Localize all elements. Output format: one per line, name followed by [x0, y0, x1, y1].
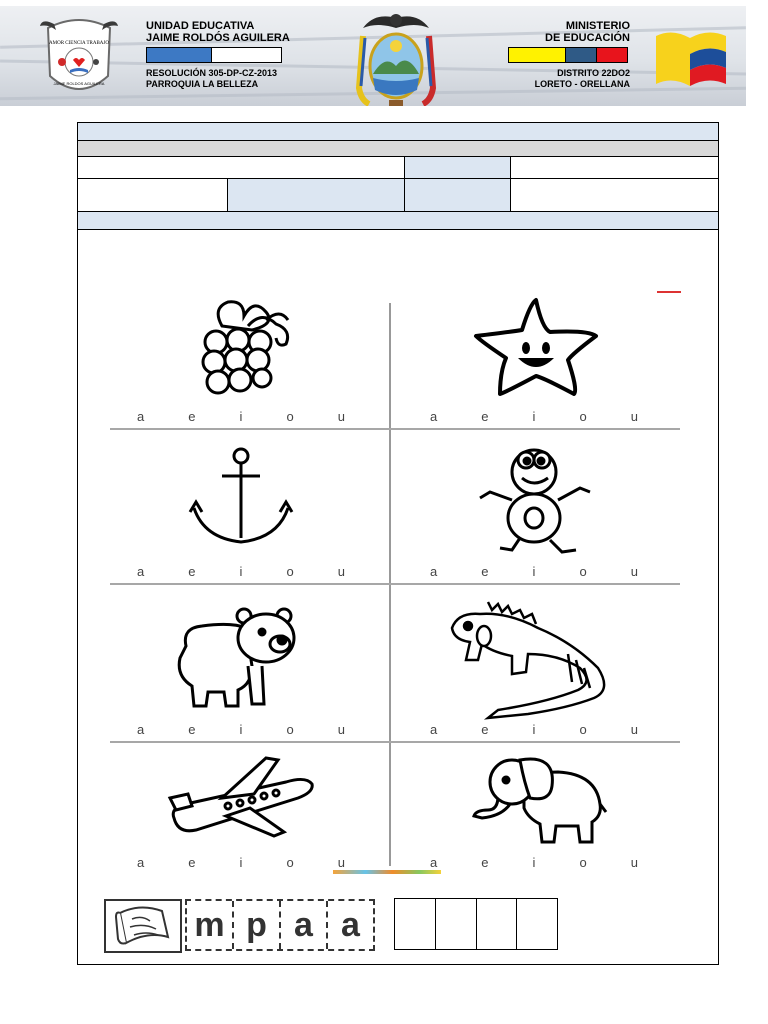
vowel-option[interactable]: a — [430, 722, 438, 737]
vowel-option[interactable]: e — [481, 564, 489, 579]
answer-box[interactable] — [436, 899, 477, 949]
letter-tile[interactable]: a — [341, 906, 360, 944]
subtitle-row — [78, 141, 718, 157]
resolution-block — [146, 68, 277, 90]
vowel-option[interactable]: i — [532, 564, 536, 579]
bear-icon — [172, 606, 298, 712]
vowel-option[interactable]: i — [239, 409, 243, 424]
answer-box[interactable] — [395, 899, 436, 949]
vowel-option[interactable]: u — [337, 409, 345, 424]
vowel-option[interactable]: a — [430, 855, 438, 870]
school-logo-icon — [38, 14, 120, 100]
ministry-color-bar — [508, 47, 628, 63]
vowel-row — [430, 409, 638, 424]
district-block — [535, 68, 630, 90]
ecuador-coat-of-arms-icon — [355, 8, 437, 106]
location-text: LORETO - ORELLANA — [534, 79, 630, 89]
answer-box[interactable] — [477, 899, 518, 949]
vowel-option[interactable]: a — [137, 564, 145, 579]
vowel-row — [137, 722, 345, 737]
vowel-option[interactable]: e — [481, 722, 489, 737]
vowel-option[interactable]: i — [532, 409, 536, 424]
vowel-option[interactable]: a — [430, 409, 438, 424]
elephant-icon — [468, 752, 608, 848]
ministry-line1: MINISTERIO — [565, 20, 630, 32]
info-row-2 — [78, 179, 718, 212]
vowel-option[interactable]: i — [532, 855, 536, 870]
info-cell[interactable] — [78, 179, 228, 211]
vowel-row — [430, 564, 638, 579]
header-banner — [0, 6, 746, 106]
info-cell[interactable] — [78, 157, 405, 178]
vowel-option[interactable]: o — [286, 722, 294, 737]
vowel-option[interactable]: o — [579, 722, 587, 737]
institution-line2: JAIME ROLDÓS AGUILERA — [146, 32, 290, 44]
vowel-row — [430, 722, 638, 737]
iguana-icon — [448, 598, 612, 722]
grapes-icon — [192, 296, 300, 400]
vowel-option[interactable]: a — [137, 722, 145, 737]
vowel-option[interactable]: e — [481, 409, 489, 424]
vowel-option[interactable]: a — [137, 409, 145, 424]
info-label-cell — [228, 179, 405, 211]
logo-motto: AMOR CIENCIA TRABAJO — [49, 41, 109, 46]
resolution-text: RESOLUCIÓN 305-DP-CZ-2013 — [146, 68, 278, 78]
scrambled-letters — [185, 899, 375, 951]
info-label-cell — [405, 157, 511, 178]
vowel-option[interactable]: u — [630, 564, 638, 579]
vowel-option[interactable]: u — [630, 409, 638, 424]
letter-tile[interactable]: a — [281, 901, 328, 949]
vowel-option[interactable]: e — [188, 855, 196, 870]
vowel-option[interactable]: u — [337, 722, 345, 737]
vowel-option[interactable]: e — [188, 409, 196, 424]
district-text: DISTRITO 22DO2 — [557, 68, 630, 78]
vowel-option[interactable]: e — [188, 564, 196, 579]
answer-boxes — [394, 898, 558, 950]
vowel-option[interactable]: o — [286, 409, 294, 424]
grid-row-divider — [110, 583, 680, 585]
vowel-row — [137, 409, 345, 424]
anchor-icon — [188, 446, 294, 552]
vowel-option[interactable]: o — [579, 855, 587, 870]
vowel-option[interactable]: u — [630, 855, 638, 870]
vowel-option[interactable]: i — [239, 722, 243, 737]
vowel-row — [137, 855, 345, 870]
decorative-color-strip — [333, 870, 441, 874]
vowel-option[interactable]: e — [481, 855, 489, 870]
instructions-row — [78, 212, 718, 230]
title-row — [78, 123, 718, 141]
vowel-option[interactable]: u — [337, 855, 345, 870]
vowel-option[interactable]: i — [239, 855, 243, 870]
map-icon — [106, 901, 180, 951]
vowel-row — [137, 564, 345, 579]
letter-tile[interactable]: m — [187, 901, 234, 949]
vowel-option[interactable]: o — [286, 564, 294, 579]
parish-text: PARROQUIA LA BELLEZA — [146, 79, 259, 89]
red-mark — [657, 291, 681, 293]
vowel-option[interactable]: o — [579, 409, 587, 424]
star-icon — [470, 296, 602, 398]
eight-character-icon — [472, 438, 596, 558]
info-label-cell — [405, 179, 511, 211]
vowel-option[interactable]: i — [532, 722, 536, 737]
map-picture-box — [104, 899, 182, 953]
vowel-option[interactable]: o — [286, 855, 294, 870]
answer-box[interactable] — [517, 899, 557, 949]
info-row-1 — [78, 157, 718, 179]
vowel-option[interactable]: i — [239, 564, 243, 579]
ministry-name — [545, 20, 630, 44]
ministry-line2: DE EDUCACIÓN — [545, 32, 630, 44]
vowel-option[interactable]: u — [337, 564, 345, 579]
vowel-option[interactable]: a — [430, 564, 438, 579]
grid-row-divider — [110, 741, 680, 743]
vowel-option[interactable]: a — [137, 855, 145, 870]
vowel-option[interactable]: e — [188, 722, 196, 737]
vowel-option[interactable]: u — [630, 722, 638, 737]
grid-row-divider — [110, 428, 680, 430]
school-color-bar — [146, 47, 282, 63]
institution-name — [146, 20, 290, 44]
airplane-icon — [166, 754, 316, 840]
logo-ring-text: JAIME ROLDOS AGUILERA — [53, 81, 105, 86]
letter-tile[interactable]: p — [234, 901, 281, 949]
vowel-option[interactable]: o — [579, 564, 587, 579]
vowel-row — [430, 855, 638, 870]
ministry-logo-icon — [650, 26, 732, 88]
institution-line1: UNIDAD EDUCATIVA — [146, 20, 255, 32]
